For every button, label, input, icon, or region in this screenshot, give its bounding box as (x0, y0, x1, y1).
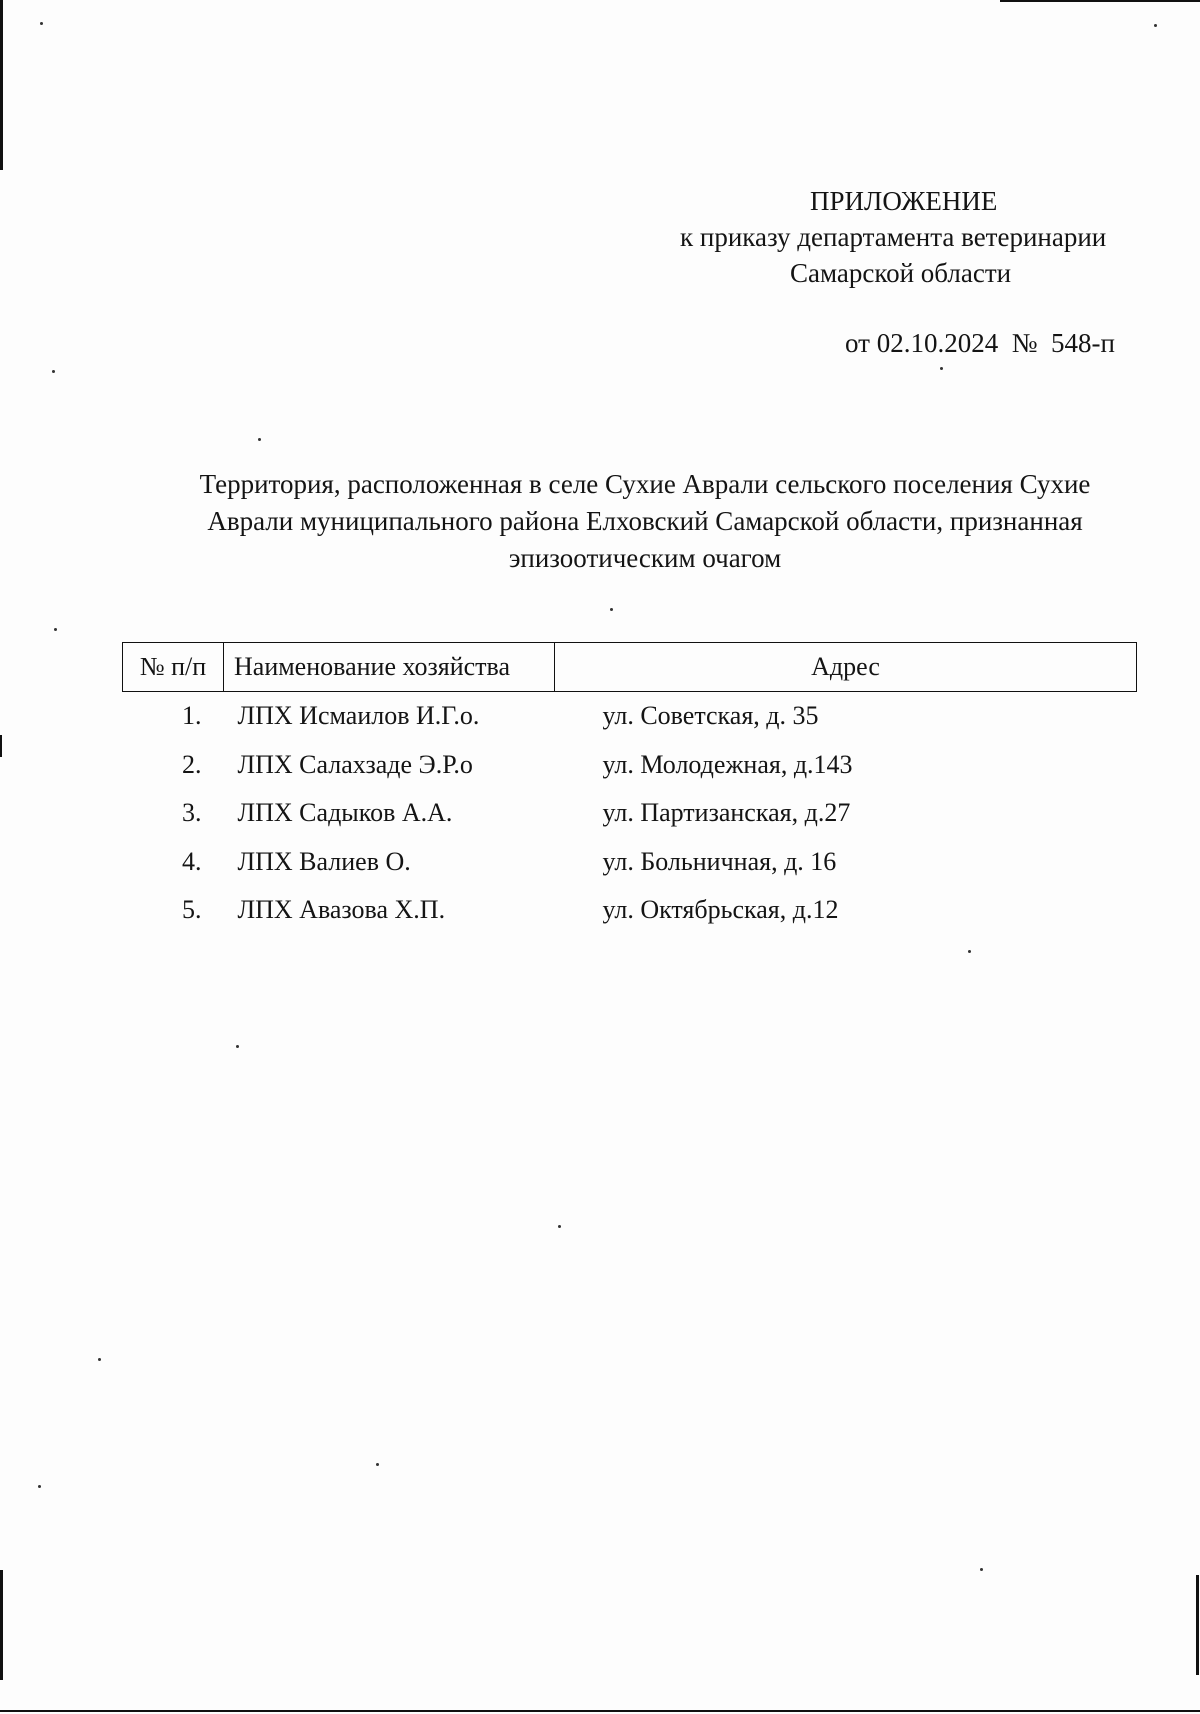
farm-address: ул. Октябрьская, д.12 (602, 895, 839, 925)
scan-edge-left-mid (0, 735, 2, 757)
document-title (150, 466, 1140, 577)
scan-edge-right-bottom (1196, 1575, 1199, 1675)
scan-speck (236, 1045, 239, 1048)
scan-speck (968, 950, 971, 953)
scan-speck (1154, 24, 1157, 27)
farm-address: ул. Больничная, д. 16 (602, 846, 837, 876)
column-header-number: № п/п (123, 643, 224, 692)
scan-speck (38, 1485, 41, 1488)
farm-address: ул. Советская, д. 35 (602, 701, 819, 731)
row-number: 3. (182, 798, 202, 828)
table-header-row (123, 643, 1137, 692)
appendix-title: ПРИЛОЖЕНИЕ (810, 186, 998, 216)
scan-speck (98, 1358, 101, 1361)
row-number: 2. (182, 749, 202, 779)
farm-name: ЛПХ Валиев О. (237, 846, 411, 876)
row-number: 5. (182, 895, 202, 925)
table-row (123, 692, 1137, 741)
farm-name: ЛПХ Салахзаде Э.Р.о (237, 749, 473, 779)
scan-speck (610, 608, 613, 611)
title-line: эпизоотическим очагом (508, 543, 782, 573)
table-row (123, 886, 1137, 935)
scan-edge-bottom (0, 1710, 1200, 1712)
title-line: Территория, расположенная в селе Сухие Аврали сельского поселения Сухие (199, 469, 1091, 499)
table-row (123, 789, 1137, 838)
column-header-address: Адрес (555, 643, 1137, 692)
scan-speck (40, 22, 43, 25)
scan-speck (376, 1463, 379, 1466)
farm-name: ЛПХ Исмаилов И.Г.о. (237, 701, 480, 731)
farms-table (122, 642, 1137, 935)
farm-name: ЛПХ Авазова Х.П. (237, 895, 446, 925)
title-line: Аврали муниципального района Елховский Самарской области, признанная (207, 506, 1083, 536)
scan-speck (940, 367, 943, 370)
scan-speck (558, 1225, 561, 1228)
farm-address: ул. Молодежная, д.143 (602, 749, 853, 779)
scan-edge-left-top (0, 0, 3, 170)
order-reference: от 02.10.2024 № 548-п (845, 328, 1115, 358)
table-row (123, 741, 1137, 790)
farm-address: ул. Партизанская, д.27 (602, 798, 851, 828)
row-number: 4. (182, 846, 202, 876)
scan-edge-top-right (1000, 0, 1200, 2)
scan-edge-left-bottom (0, 1570, 3, 1680)
table-row (123, 838, 1137, 887)
scan-speck (258, 438, 261, 441)
scan-speck (980, 1568, 983, 1571)
scan-speck (52, 370, 55, 373)
column-header-farm-name: Наименование хозяйства (224, 643, 555, 692)
farm-name: ЛПХ Садыков А.А. (237, 798, 453, 828)
appendix-subtitle-line: Самарской области (790, 258, 1012, 288)
appendix-subtitle-line: к приказу департамента ветеринарии (680, 222, 1107, 252)
row-number: 1. (182, 701, 202, 731)
scan-speck (54, 628, 57, 631)
